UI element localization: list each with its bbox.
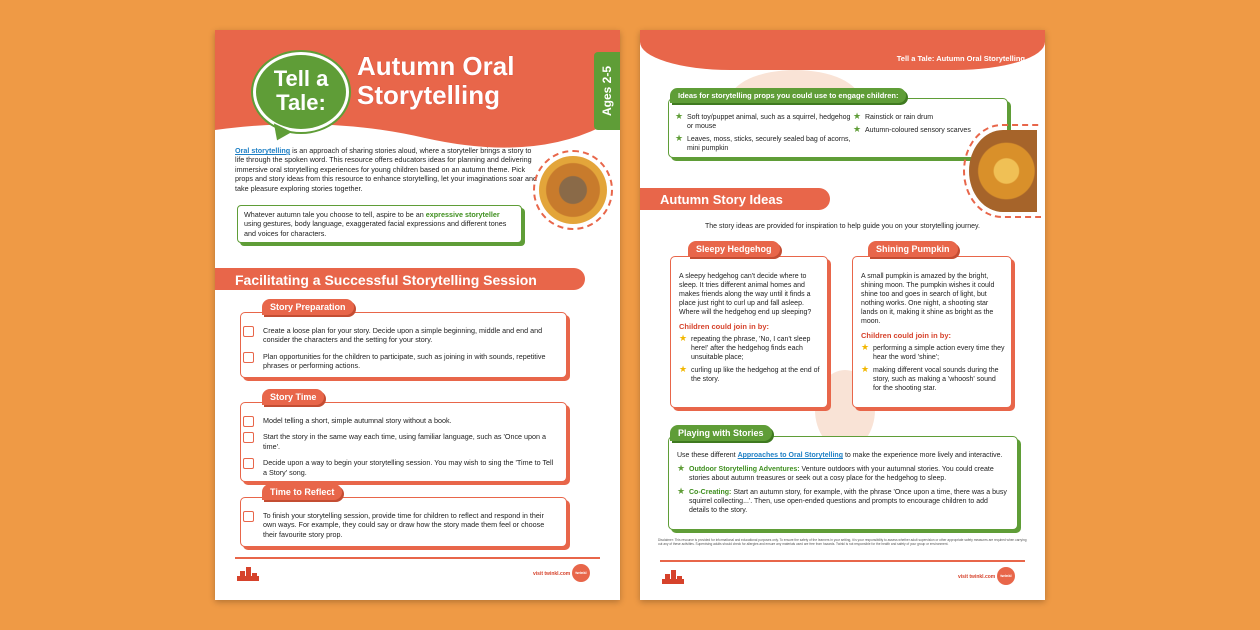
join-in-heading: Children could join in by: (861, 331, 951, 340)
twinkl-badge-icon: twinkl (572, 564, 590, 582)
prop-text: Autumn-coloured sensory scarves (865, 127, 971, 134)
story-time-tag: Story Time (262, 389, 324, 405)
play-item-title: Outdoor Storytelling Adventures: (689, 466, 800, 473)
story-time-box (240, 402, 567, 482)
checkbox-icon[interactable] (243, 432, 254, 443)
tell-a-tale-bubble: Tell a Tale: (253, 52, 349, 132)
ages-label: Ages 2-5 (600, 65, 614, 117)
join-text: making different vocal sounds during the story, such as making a 'whoosh' sound for the shooting star. (873, 367, 999, 393)
prop-text: Rainstick or rain drum (865, 114, 934, 121)
play-item (677, 488, 1009, 515)
props-ideas-tag: Ideas for storytelling props you could use to engage children: (670, 88, 906, 103)
bullet-star-icon: ★ (679, 333, 688, 344)
join-text: performing a simple action every time they hear the word 'shine'; (873, 345, 1005, 362)
footer-url[interactable]: visit twinkl.com (958, 574, 996, 580)
expressive-storyteller-callout (237, 205, 522, 243)
play-item-text: Venture outdoors with your autumnal stories. You could create stories about autumn treasures or seek out a cosy place for the hedgehog to sleep. (689, 466, 994, 482)
prop-item (675, 135, 853, 153)
footer-url[interactable]: visit twinkl.com (533, 571, 571, 577)
bullet-star-icon: ★ (677, 463, 686, 473)
checklist-text: Plan opportunities for the children to participate, such as joining in with sounds, repetitive phrases or performing actions. (263, 351, 546, 371)
checkbox-icon[interactable] (243, 511, 254, 522)
sleepy-hedgehog-tag: Sleepy Hedgehog (688, 241, 780, 257)
props-column (853, 113, 971, 157)
castle-logo-icon (662, 570, 684, 584)
ages-tab (594, 52, 620, 130)
join-text: repeating the phrase, 'No, I can't sleep here!' after the hedgehog finds each unsuitable place; (691, 336, 811, 362)
time-to-reflect-tag: Time to Reflect (262, 484, 342, 500)
callout-highlight: expressive storyteller (425, 210, 500, 219)
bullet-star-icon: ★ (679, 364, 688, 375)
story-text: A small pumpkin is amazed by the bright, shining moon. The pumpkin wishes it could shine too and goes in search of light, but nothing works. One night, a shooting star lands on it, making it shine as bright as the moon. (861, 273, 995, 325)
join-item (679, 335, 821, 362)
checklist-text: Start the story in the same way each time, using familiar language, such as 'Once upon a time'. (263, 432, 547, 451)
hedgehog-image (539, 156, 607, 224)
bullet-star-icon: ★ (861, 364, 870, 375)
checkbox-icon[interactable] (243, 352, 254, 363)
checklist-item (241, 352, 558, 371)
twinkl-badge-icon: twinkl (997, 567, 1015, 585)
bullet-star-icon: ★ (675, 111, 684, 121)
play-intro-text: to make the experience more lively and interactive. (843, 452, 1003, 459)
prop-text: Leaves, moss, sticks, securely sealed bag of acorns, mini pumpkin (687, 136, 851, 152)
hedgehog-photo (533, 150, 613, 230)
callout-text-b: using gestures, body language, exaggerated facial expressions and different tones and voices for characters. (244, 219, 507, 238)
story-preparation-tag: Story Preparation (262, 299, 354, 315)
page-title: Autumn Oral Storytelling (357, 51, 515, 110)
intro-text: is an approach of sharing stories aloud, where a storyteller brings a story to life through the spoken word. This resource offers educators ideas for planning and delivering immersive oral storytelling experiences for young children based on an autumn theme. Pick props and story ideas from this resource to enhance storytelling, let your imaginations soar and take pleasure exploring stories together. (235, 146, 538, 193)
props-column (675, 113, 853, 157)
castle-logo-icon (237, 567, 259, 581)
page-2 (640, 30, 1045, 600)
checklist-item (241, 511, 558, 539)
page-1 (215, 30, 620, 600)
play-intro-text: Use these different (677, 452, 738, 459)
prop-text: Soft toy/puppet animal, such as a squirrel, hedgehog or mouse (687, 114, 851, 130)
checklist-item (241, 326, 558, 345)
time-to-reflect-box (240, 497, 567, 547)
checklist-text: Model telling a short, simple autumnal story without a book. (263, 416, 452, 425)
join-text: curling up like the hedgehog at the end of the story. (691, 367, 820, 384)
prop-item (853, 113, 971, 122)
join-item (861, 366, 1005, 393)
story-preparation-box (240, 312, 567, 378)
header-title: Tell a Tale: Autumn Oral Storytelling (896, 54, 1025, 63)
checklist-item (241, 458, 558, 477)
checklist-text: Decide upon a way to begin your storytelling session. You may wish to sing the 'Time to Tell a Story' song. (263, 458, 554, 477)
approaches-link[interactable]: Approaches to Oral Storytelling (737, 452, 843, 459)
disclaimer-text: Disclaimer: This resource is provided for informational and educational purposes only. To ensure the safety of the learners in your setting, it is your responsibility to assess whether adult supervision or other appropriate safety measures are required when carrying out any of these activities. Supervising adults should check for allergies and ensure any materials used are free from hazards. Twinkl is not responsible for the health and safety of your group or environment. (658, 538, 1027, 546)
bullet-star-icon: ★ (677, 486, 686, 496)
oral-storytelling-link[interactable]: Oral storytelling (235, 146, 291, 155)
join-in-heading: Children could join in by: (679, 322, 769, 331)
play-item-title: Co-Creating: (689, 489, 732, 496)
leaf-image (969, 130, 1037, 212)
checklist-item (241, 432, 558, 451)
play-item-text: Start an autumn story, for example, with the phrase 'Once upon a time, there was a busy squirrel collecting...'. Then, use open-ended questions and prompts to encourage children to add details to the story. (689, 489, 1007, 514)
prop-item (675, 113, 853, 131)
playing-with-stories-tag: Playing with Stories (670, 425, 772, 441)
play-item (677, 465, 1009, 483)
callout-text-a: Whatever autumn tale you choose to tell, aspire to be an (244, 210, 426, 219)
intro-paragraph (235, 146, 540, 193)
checkbox-icon[interactable] (243, 458, 254, 469)
props-ideas-box (668, 98, 1008, 158)
footer-divider (235, 557, 600, 559)
autumn-leaf-photo (963, 124, 1041, 218)
playing-with-stories-box (668, 436, 1018, 530)
bullet-star-icon: ★ (861, 342, 870, 353)
header-band (640, 30, 1045, 70)
section-title-story-ideas: Autumn Story Ideas (640, 188, 830, 210)
join-item (861, 344, 1005, 362)
footer-divider (660, 560, 1025, 562)
story-ideas-note: The story ideas are provided for inspiration to help guide you on your storytelling journey. (705, 223, 980, 230)
checkbox-icon[interactable] (243, 416, 254, 427)
bullet-star-icon: ★ (853, 124, 862, 134)
sleepy-hedgehog-box (670, 256, 828, 408)
bullet-star-icon: ★ (853, 111, 862, 121)
join-item (679, 366, 821, 384)
checklist-text: To finish your storytelling session, provide time for children to reflect and respond in their own ways. For example, they could say or draw how the story made them feel or choose their favourite story prop. (263, 511, 545, 539)
play-intro (677, 451, 1009, 460)
checklist-item (241, 416, 558, 425)
checkbox-icon[interactable] (243, 326, 254, 337)
story-text: A sleepy hedgehog can't decide where to sleep. It tries different animal homes and makes friends along the way until it finds a place just right to curl up and fall asleep. Where will the hedgehog end up sleeping? (679, 273, 812, 316)
shining-pumpkin-tag: Shining Pumpkin (868, 241, 958, 257)
bullet-star-icon: ★ (675, 133, 684, 143)
section-title-facilitating: Facilitating a Successful Storytelling Session (215, 268, 585, 290)
shining-pumpkin-box (852, 256, 1012, 408)
checklist-text: Create a loose plan for your story. Decide upon a simple beginning, middle and end and consider the characters and the setting for your story. (263, 326, 543, 345)
prop-item (853, 126, 971, 135)
